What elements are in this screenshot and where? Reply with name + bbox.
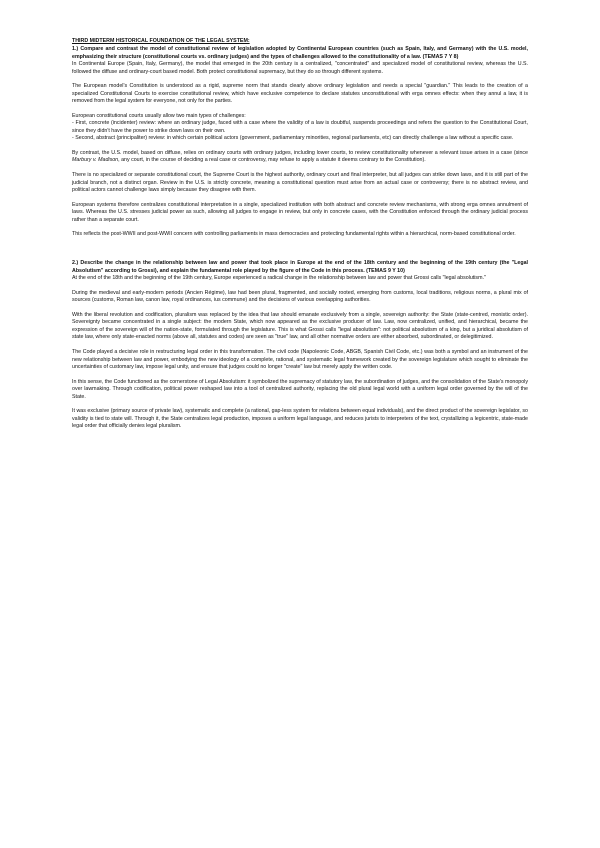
q1-paragraph-1: In Continental Europe (Spain, Italy, Germany), the model that emerged in the 20th century is a centralized, "concentrated" and specialized model of constitutional review, whereas the U.S. followed the diffuse and ordinary-court based model. Both protect constitutional supremacy, but they do so through different systems.	[72, 61, 528, 75]
q1-paragraph-6: This reflects the post-WWII and post-WWII concern with controlling parliaments in mass democracies and protecting fundamental rights within a hierarchical, norm-based constitutional order.	[72, 231, 516, 238]
question-1-heading: 1.) Compare and contrast the model of constitutional review of legislation adopted by Continental European countries (such as Spain, Italy, and Germany) with the U.S. model, emphasizing their structure (constitutional courts vs. ordinary judges) and the types of challenges allowed to the constitutionality of a law. (TEMAS 7 Y 8)	[72, 46, 528, 60]
q1-list-item-abstract: - Second, abstract (principaliter) review: in which certain political actors (government, parliamentary minorities, regional parliaments, etc) can directly challenge a law without a specific case.	[72, 135, 514, 142]
q2-paragraph-4: The Code played a decisive role in restructuring legal order in this transformation. The civil code (Napoleonic Code, ABGB, Spanish Civil Code, etc.) was both a symbol and an instrument of the new relationship between law and power, embodying the new ideology of a complete, rational, and systematic legal framework created by the sovereign legislature which sought to eliminate the uncertainties of customary law, impose legal unity, and ensure that judges could no longer "create" law but merely apply the written code.	[72, 349, 528, 370]
q1-p3-before: By contrast, the U.S. model, based on diffuse, relies on ordinary courts with ordinary judges, including lower courts, to review constitutionality whenever a relevant issue arises in a case (since	[72, 150, 528, 157]
q2-paragraph-6: It was exclusive (primary source of private law), systematic and complete (a rational, gap-less system for relations between equal individuals), and the direct product of the sovereign legislator, so validity is tied to state will. Through it, the State centralizes legal production, imposes a uniform legal language, and reduces jurists to interpreters of the text, crystallizing a legicentric, state-made legal order that officially denies legal pluralism.	[72, 408, 528, 430]
q1-list-intro: European constitutional courts usually allow two main types of challenges:	[72, 113, 246, 120]
document-title: THIRD MIDTERM HISTORICAL FOUNDATION OF THE LEGAL SYSTEM:	[72, 38, 250, 44]
q1-paragraph-2: The European model's Constitution is understood as a rigid, supreme norm that stands clearly above ordinary legislation and needs a special "guardian." This leads to the creation of a specialized Constitutional Courts to exercise constitutional review, which have exclusive competence to declare statutes unconstitutional with erga omnes effects: when they annul a law, it is removed from the legal system for everyone, not only for the parties.	[72, 83, 528, 105]
q1-paragraph-4: There is no specialized or separate constitutional court, the Supreme Court is the highest authority, ordinary court and final interpreter, but all judges can strike down laws, and it is still part of the judicial branch, not a distinct organ. Review in the U.S. is strictly concrete, meaning a constitutional question must arise from an actual case or controversy; there is no abstract review, and political actors cannot challenge laws simply because they disagree with them.	[72, 172, 528, 194]
q1-p3-after: , any court, in the course of deciding a real case or controversy, may refuse to apply a statute it deems contrary to the Constitution).	[118, 157, 426, 164]
q1-paragraph-3	[72, 150, 528, 165]
q1-p3-case-name: Marbury v. Madison	[72, 157, 119, 164]
q2-paragraph-2: During the medieval and early-modern periods (Ancien Régime), law had been plural, fragmented, and socially rooted, emerging from customs, local traditions, religious norms, a plural mix of sources (customs, Roman law, canon law, royal ordinances, ius commune) and the decisions of various overlapping authorities.	[72, 289, 528, 304]
q2-paragraph-3: With the liberal revolution and codification, pluralism was replaced by the idea that law should emanate exclusively from a single, sovereign authority: the State (state-centred, monistic order). Sovereignty became concentrated in a single subject: the modern State, which now appeared as the exclusive producer of law. Law, now centralized, unified, and hierarchical, became the expression of the sovereign will of the nation-state, formulated through the legislature. This is what Grossi calls "legal absolutism": not political absolutism of a king, but a juridical absolutism of state law, where only state-enacted norms (above all, statutes and codes) are seen as "true" law, and all other normative orders are either absorbed, subordinated, or delegitimized.	[72, 312, 528, 341]
q1-paragraph-5: European systems therefore centralizes constitutional interpretation in a single, specialized institution with both abstract and concrete review mechanisms, with strong erga omnes annulment of laws. Whereas the U.S. stresses judicial power as such, allowing all judges to engage in review, but only in concrete cases, with the Constitution enforced through the ordinary judicial process rather than a separate court.	[72, 201, 528, 223]
section-spacer	[72, 246, 528, 260]
question-2-heading: 2.) Describe the change in the relationship between law and power that took place in Europe at the end of the 18th century and the beginning of the 19th century (the "Legal Absolutism" according to Grossi), and explain the fundamental role played by the figure of the Code in this process. (TEMAS 9 Y 10)	[72, 260, 528, 274]
q2-paragraph-1: At the end of the 18th and the beginning of the 19th century, Europe experienced a radical change in the relationship between law and power that Grossi calls "legal absolutism."	[72, 275, 486, 282]
q2-paragraph-5: In this sense, the Code functioned as the cornerstone of Legal Absolutism: it symbolized the supremacy of statutory law, the subordination of judges, and the consolidation of the State's monopoly over lawmaking. Through codification, political power reshaped law into a tool of centralized authority, replacing the old plural legal world with a uniform legal order governed by the will of the State.	[72, 378, 528, 400]
q1-list-item-concrete: - First, concrete (incidenter) review: where an ordinary judge, faced with a case where the validity of a law is doubtful, suspends proceedings and refers the question to the Constitutional Court, since they didn't have the power to strike down laws on their own.	[72, 120, 528, 134]
q1-challenge-list	[72, 120, 528, 142]
